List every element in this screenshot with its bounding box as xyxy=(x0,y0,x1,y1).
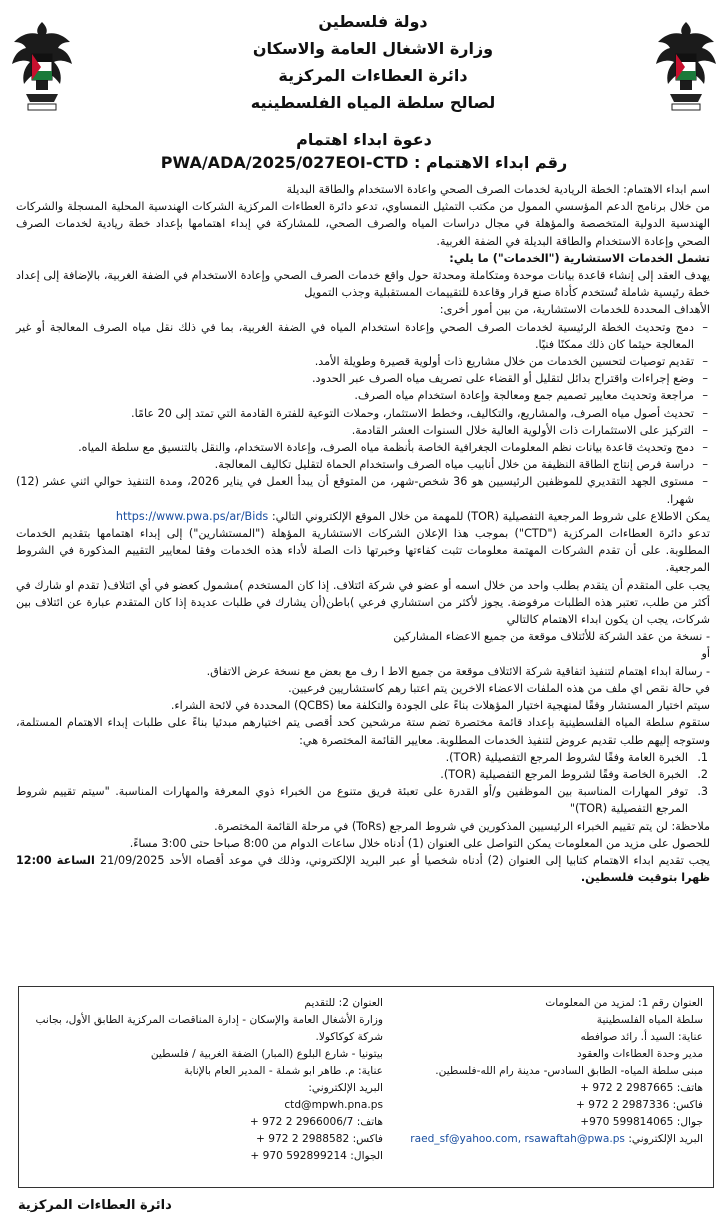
tor-text: يمكن الاطلاع على شروط المرجعية التفصيلية (TOR) للمهمة من خلال الموقع الإلكتروني التالي: xyxy=(271,509,710,523)
title-reference: رقم ابداء الاهتمام : PWA/ADA/2025/027EOI-CTD xyxy=(160,153,568,172)
footer-signature: دائرة العطاءات المركزية xyxy=(18,1198,172,1213)
info-line: للحصول على مزيد من المعلومات يمكن التواصل على العنوان (1) أدناه خلال ساعات الدوام من 8:00 صباحا حتى 3:00 مساءً. xyxy=(129,836,710,850)
objective-item: – مراجعة وتحديث معايير تصميم جمع ومعالجة وإعادة استخدام مياه الصرف. xyxy=(16,387,710,404)
notice-body xyxy=(16,181,710,886)
tor-line xyxy=(16,508,710,525)
eoi-name-line: اسم ابداء الاهتمام: الخطة الريادية لخدمات الصرف الصحي واعادة الاستخدام والطاقة البديلة xyxy=(286,183,710,196)
palestine-eagle-emblem-icon xyxy=(652,16,720,114)
address-1-emails[interactable]: raed_sf@yahoo.com, rsawaftah@pwa.ps xyxy=(410,1133,625,1145)
services-heading: تشمل الخدمات الاستشارية ("الخدمات") ما يلي: xyxy=(449,251,710,265)
selection-note: ملاحظة: لن يتم تقييم الخبراء الرئيسيين المذكورين في شروط المرجع (ToRs) في مرحلة القائمة المختصرة. xyxy=(214,819,710,833)
criteria-item: 1. الخبرة العامة وفقًا لشروط المرجع التفصيلية (TOR). xyxy=(445,750,708,764)
objective-item: – التركيز على الاستثمارات ذات الأولوية العالية خلال السنوات العشر القادمة. xyxy=(16,422,710,439)
address-2-email[interactable]: ctd@mpwh.pna.ps xyxy=(284,1099,383,1111)
letterhead-text xyxy=(138,8,608,116)
header-line-ministry: وزارة الاشغال العامة والاسكان xyxy=(252,39,494,58)
objective-item: – دراسة فرص إنتاج الطاقة النظيفة من خلال أنابيب مياه الصرف واستخدام الحماة لتقليل تكاليف المعالجة. xyxy=(16,456,710,473)
address-1-email-line: البريد الإلكتروني: raed_sf@yahoo.com, rsawaftah@pwa.ps xyxy=(410,1133,703,1145)
letterhead xyxy=(0,6,728,124)
title-main: دعوة ابداء اهتمام xyxy=(296,130,432,149)
header-line-state: دولة فلسطين xyxy=(318,12,428,31)
joint-or: أو xyxy=(701,647,710,661)
joint-note: في حالة نقص اي ملف من هذه الملفات الاعضاء الاخرين يتم اعتبا رهم كاستشاريين فرعيين. xyxy=(288,681,710,695)
deadline-line: يجب تقديم ابداء الاهتمام كتابيا إلى العنوان (2) أدناه شخصيا أو عبر البريد الإلكتروني، وذلك في موعد أقصاه الأحد 21/09/2025 الساعة 12:00 ظهرا بتوقيت فلسطين. xyxy=(16,853,710,885)
intro-paragraph: من خلال برنامج الدعم المؤسسي الممول من مكتب التمثيل النمساوي، تدعو دائرة العطاءات المركزية الشركات الهندسية المحلية المسجلة والشركات الهندسية الدولية المتخصصة والمؤهلة في مجال دراسات المياه والصرف الصحي، للمشاركة في إبداء اهتمامها بإعداد خطة ريادية لخدمات الصرف الصحي وإعادة الاستخدام والطاقة البديلة في الضفة الغربية. xyxy=(16,200,710,248)
address-1: العنوان رقم 1: لمزيد من المعلومات سلطة المياه الفلسطينية عناية: السيد أ. رائد صوافطه مدير وحدة العطاءات والعقود مبنى سلطة المياه- الطابق السادس- مدينة رام الله-فلسطين. هاتف: 2987665 2 972 + فاكس: 2987336 2 972 + جوال: 599814065 970+ البريد الإلكتروني: raed_sf@yahoo.com, rsawaftah@pwa.ps xyxy=(403,995,703,1148)
header-line-authority: لصالح سلطة المياه الفلسطينيه xyxy=(250,93,496,112)
objectives-intro: الأهداف المحددة للخدمات الاستشارية، من بين أمور أخرى: xyxy=(439,303,710,317)
tor-link[interactable]: https://www.pwa.ps/ar/Bids xyxy=(115,509,269,523)
objective-item: – دمج وتحديث الخطة الرئيسية لخدمات الصرف الصحي وإعادة استخدام المياه في الضفة الغربية، بما في ذلك نقل مياه الصرف المعالجة أو غير المعالجة حيثما كان ذلك ممكنًا فنيًا. xyxy=(16,319,710,353)
objective-item: – مستوى الجهد التقديري للموظفين الرئيسيين هو 36 شخص-شهر، من المتوقع أن يبدأ العمل في يناير 2026، ومدة التنفيذ حوالي اثني عشر (12) شهرا. xyxy=(16,473,710,507)
joint-venture-paragraph: يجب على المتقدم أن يتقدم بطلب واحد من خلال اسمه أو عضو في شركة ائتلاف. إذا كان المستخدم )مشمول كعضو في أي ائتلاف( تقدم او شارك في أكثر من طلب، تعتبر هذه الطلبات مرفوضة. يجوز لأكثر من استشاري فرعي )باطن(أن يشارك في طلبات عديدة إذا كان المتقدم عبارة عن ائتلاف بين شركات، يجب ان يكون ابداء الاهتمام كالتالي xyxy=(16,578,710,627)
objective-item: – وضع إجراءات واقتراح بدائل لتقليل أو القضاء على تصريف مياه الصرف عبر الحدود. xyxy=(16,370,710,387)
services-paragraph: يهدف العقد إلى إنشاء قاعدة بيانات موحدة ومتكاملة ومحدثة حول واقع خدمات الصرف الصحي وإعادة الاستخدام في الضفة الغربية، بالإضافة إلى إعداد خطة رئيسية شاملة تُستخدم كأداة صنع قرار وقاعدة للتقييمات المستقبلية وجذب التمويل xyxy=(16,269,710,300)
objective-item: – دمج وتحديث قاعدة بيانات نظم المعلومات الجغرافية الخاصة بأنظمة مياه الصرف، وإعادة الاستخدام، والنقل بالتنسيق مع سلطة المياه. xyxy=(16,439,710,456)
joint-option-2: - رسالة ابداء اهتمام لتنفيذ اتفاقية شركة الائتلاف موقعة من جميع الاط ا رف مع بعض مع نسخة عرض الاتفاق. xyxy=(206,664,710,678)
criteria-item: 3. توفر المهارات المناسبة بين الموظفين و/أو القدرة على تعبئة فريق متنوع من الخبراء ذوي المعرفة والمهارات المناسبة. "سيتم تقييم شروط المرجع التفصيلية (TOR)" xyxy=(16,785,708,816)
objective-item: – تقديم توصيات لتحسين الخدمات من خلال مشاريع ذات أولوية قصيرة وطويلة الأمد. xyxy=(16,353,710,370)
criteria-item: 2. الخبرة الخاصة وفقًا لشروط المرجع التفصيلية (TOR). xyxy=(440,767,708,781)
objective-item: – تحديث أصول مياه الصرف، والمشاريع، والتكاليف، وخطط الاستثمار، وحملات التوعية للفترة القادمة التي تمتد إلى 20 عامًا. xyxy=(16,405,710,422)
notice-title xyxy=(0,128,728,174)
shortlist-paragraph: ستقوم سلطة المياه الفلسطينية بإعداد قائمة مختصرة تضم ستة مرشحين كحد أقصى يتم اختيارهم مبدئيا بناءً على طلبات إبداء الاهتمام المستلمة، وستوجه إليهم طلب تقديم عروض لتنفيذ الخدمات المطلوبة. معايير القائمة المختصرة هي: xyxy=(16,716,710,747)
addresses-box xyxy=(18,986,714,1188)
header-line-department: دائرة العطاءات المركزية xyxy=(278,66,468,85)
invitation-paragraph: تدعو دائرة العطاءات المركزية ("CTD") بموجب هذا الإعلان الشركات الاستشارية المؤهلة ("المستشارين") إلى إبداء اهتمامها بتقديم الخدمات المطلوبة. على أن تقدم الشركات المهتمة معلومات تثبت كفاءتها وخبرتها ذات الصلة لأداء هذه الخدمات وفقا لمعايير التقييم المذكورة في الشروط المرجعية. xyxy=(16,527,710,575)
palestine-eagle-emblem-icon xyxy=(8,16,76,114)
address-2: العنوان 2: للتقديم وزارة الأشغال العامة والإسكان - إدارة المناقصات المركزية الطابق الأول، بجانب شركة كوكاكولا. بيتونيا - شارع البلوع (المبار) الضفة الغربية / فلسطين عناية: م. طاهر ابو شملة - المدير العام بالإنابة البريد الإلكتروني: ctd@mpwh.pna.ps هاتف: 2966006/7 2 972 + فاكس: 2988582 2 972 + الجوال: 592899214 970 + xyxy=(33,995,383,1165)
selection-method: سيتم اختيار المستشار وفقًا لمنهجية اختيار المؤهلات بناءً على الجودة والتكلفة معا (QCBS) المحددة في لائحة الشراء. xyxy=(170,699,710,713)
joint-option-1: - نسخة من عقد الشركة للأئتلاف موقعة من جميع الاعضاء المشاركين xyxy=(393,630,710,644)
